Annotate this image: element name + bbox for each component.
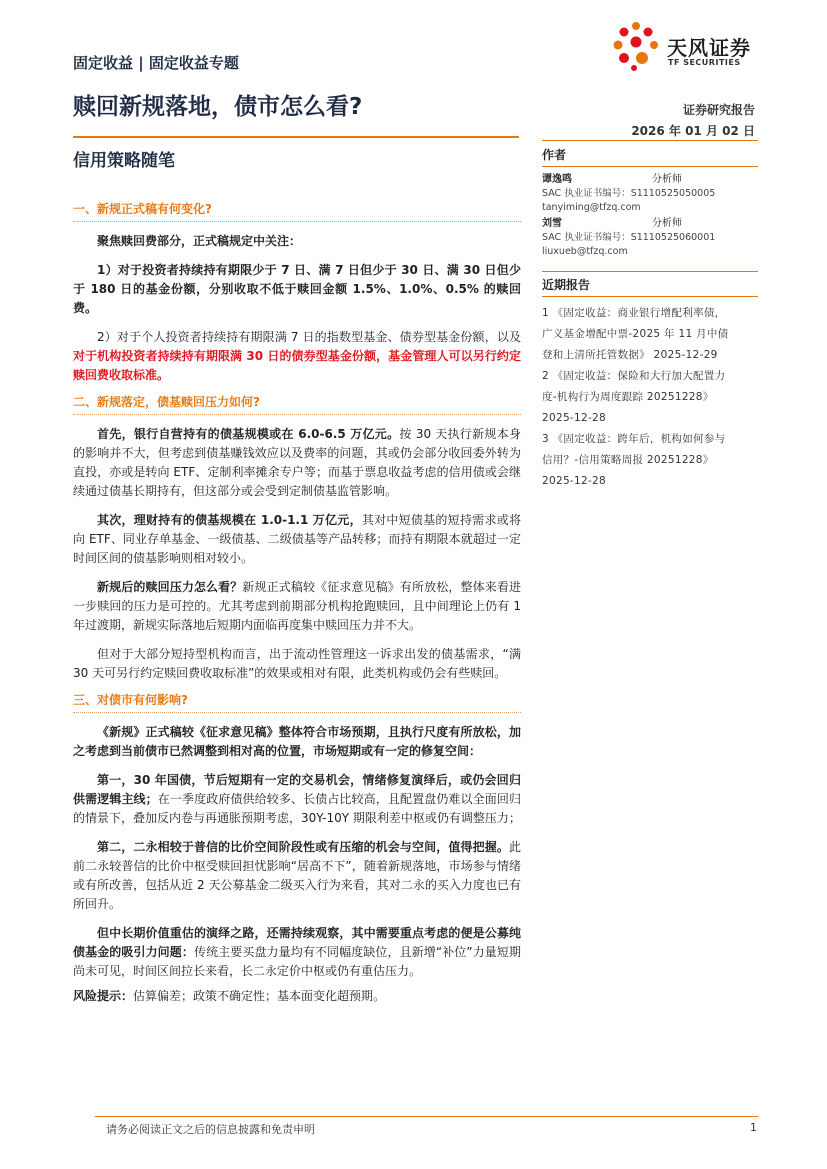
logo-text-cn: 天风证券 [667, 36, 751, 60]
footer-disclaimer: 请务必阅读正文之后的信息披露和免责申明 [106, 1123, 315, 1136]
title-divider [73, 136, 519, 138]
recent-report-item[interactable]: 3 《固定收益：跨年后，机构如何参与 信用？-信用策略周报 20251228》 2025-12-28 [542, 433, 726, 487]
recent-reports-heading: 近期报告 [542, 276, 758, 297]
paragraph: 其次，理财持有的债基规模在 1.0-1.1 万亿元，其对中短债基的短持需求或将向 ETF、同业存单基金、一级债基、二级债基等产品转移；而持有期限本就超过一定时间区间的债基影响则相对较小。 [73, 513, 521, 565]
author-sac: SAC 执业证书编号：S1110525060001 [542, 232, 716, 243]
paragraph: 首先，银行自营持有的债基规模或在 6.0-6.5 万亿元。按 30 天执行新规本身的影响并不大，但考虑到债基赚钱效应以及费率的问题，其或仍会部分收回委外转为直投，亦或是转向 ETF、定制利率摊余专户等；而基于票息收益考虑的信用债或会继续通过债基长期持有，但这部分或会受到定制债基监管影响。 [73, 427, 522, 498]
paragraph: 聚焦赎回费部分，正式稿规定中关注： [97, 234, 302, 248]
author-name: 刘雪 [542, 218, 562, 229]
sidebar-mid-rule [542, 271, 758, 272]
logo-mark-icon [610, 20, 662, 72]
author-sac: SAC 执业证书编号：S1110525050005 [542, 188, 716, 199]
sidebar-top-rule [542, 140, 758, 141]
recent-report-item[interactable]: 1 《固定收益：商业银行增配利率债， 广义基金增配中票-2025 年 11 月中债 登和上清所托管数据》 2025-12-29 [542, 307, 729, 361]
author-card [542, 173, 758, 215]
page-number: 1 [750, 1121, 757, 1134]
section-heading: 二、新规落定，债基赎回压力如何? [73, 393, 521, 415]
logo-text-en: TF SECURITIES [668, 58, 741, 67]
author-card [542, 217, 758, 259]
report-type: 证券研究报告 [682, 103, 755, 117]
recent-report-item[interactable]: 2 《固定收益：保险和大行加大配置力 度-机构行为周度跟踪 20251228》 2025-12-28 [542, 370, 726, 424]
footer-divider [95, 1116, 758, 1117]
paragraph: 但对于大部分短持型机构而言，出于流动性管理这一诉求出发的债基需求，“满 30 天可另行约定赎回费收取标准”的效果或相对有限，此类机构或仍会有些赎回。 [73, 647, 521, 680]
paragraph: 新规后的赎回压力怎么看？新规正式稿较《征求意见稿》有所放松，整体来看进一步赎回的压力是可控的。尤其考虑到前期部分机构抢跑赎回，且中间理论上仍有 1 年过渡期，新规实际落地后短期内面临再度集中赎回压力并不大。 [73, 580, 521, 632]
author-email[interactable]: liuxueb@tfzq.com [542, 246, 628, 257]
report-date: 2026 年 01 月 02 日 [631, 124, 755, 138]
author-role: 分析师 [652, 218, 682, 229]
paragraph: 第二，二永相较于普信的比价空间阶段性或有压缩的机会与空间，值得把握。此前二永较普信的比价中枢受赎回担忧影响“居高不下”，随着新规落地，市场参与情绪或有所改善，包括从近 2 天公募基金二级买入行为来看，其对二永的买入力度也已有所回升。 [73, 840, 521, 911]
paragraph: 《新规》正式稿较《征求意见稿》整体符合市场预期，且执行尺度有所放松，加之考虑到当前债市已然调整到相对高的位置，市场短期或有一定的修复空间： [73, 725, 521, 758]
report-category: 固定收益 | 固定收益专题 [73, 54, 239, 72]
highlight-text: 对于机构投资者持续持有期限满 30 日的债券型基金份额，基金管理人可以另行约定赎回费收取标准。 [73, 349, 521, 382]
author-email[interactable]: tanyiming@tfzq.com [542, 202, 641, 213]
section-heading: 三、对债市有何影响? [73, 691, 521, 713]
author-role: 分析师 [652, 174, 682, 185]
authors-heading: 作者 [542, 146, 758, 167]
authors-panel [542, 146, 758, 259]
author-name: 谭逸鸣 [542, 174, 572, 185]
risk-note: 风险提示：估算偏差；政策不确定性；基本面变化超预期。 [73, 989, 386, 1003]
paragraph: 但中长期价值重估的演绎之路，还需持续观察，其中需要重点考虑的便是公募纯债基金的吸引力问题：传统主要买盘力量均有不同幅度缺位，且新增“补位”力量短期尚未可见，时间区间拉长来看，长二永定价中枢或仍有重估压力。 [73, 926, 521, 978]
recent-reports-panel [542, 276, 758, 492]
paragraph: 第一，30 年国债，节后短期有一定的交易机会，情绪修复演绎后，或仍会回归供需逻辑主线；在一季度政府债供给较多、长债占比较高，且配置盘仍难以全面回归的情景下，叠加反内卷与再通胀预期考虑，30Y-10Y 期限利差中枢或仍有调整压力； [73, 773, 521, 825]
paragraph: 2）对于个人投资者持续持有期限满 7 日的指数型基金、债券型基金份额，以及对于机构投资者持续持有期限满 30 日的债券型基金份额，基金管理人可以另行约定赎回费收取标准。 [73, 330, 521, 382]
section-heading: 一、新规正式稿有何变化? [73, 200, 521, 222]
main-body [73, 200, 521, 1006]
paragraph: 1）对于投资者持续持有期限少于 7 日、满 7 日但少于 30 日、满 30 日但少于 180 日的基金份额，分别收取不低于赎回金额 1.5%、1.0%、0.5% 的赎回费。 [73, 263, 521, 315]
report-subtitle: 信用策略随笔 [73, 151, 175, 171]
company-logo [610, 20, 760, 70]
report-title: 赎回新规落地，债市怎么看? [73, 94, 363, 120]
